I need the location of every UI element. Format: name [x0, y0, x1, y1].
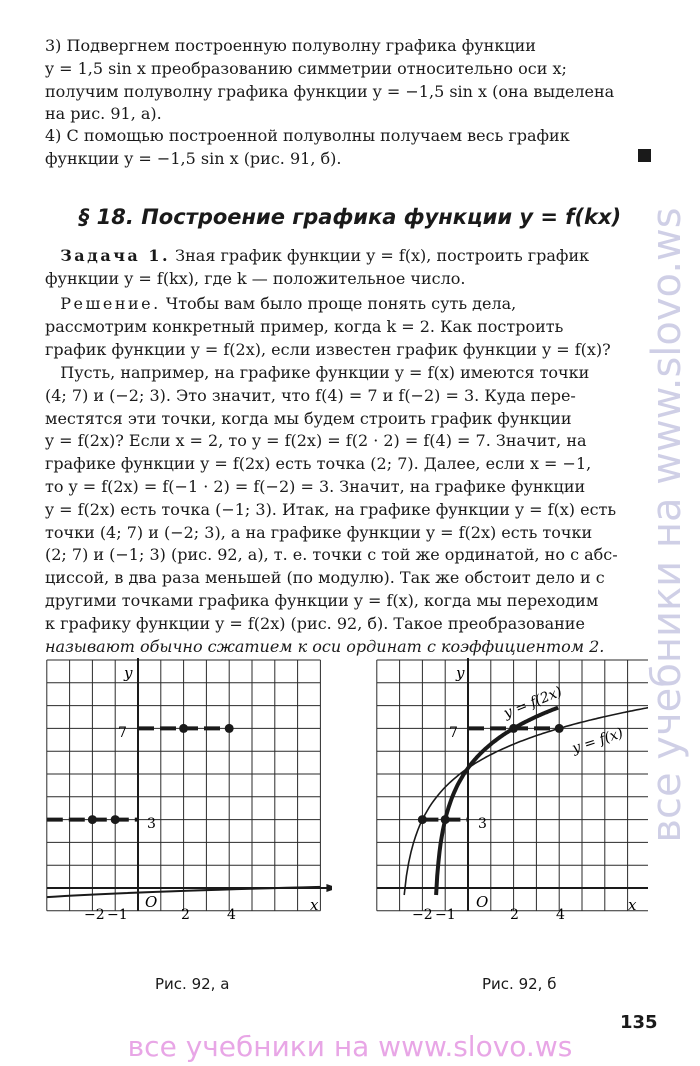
y-tick-label: 3 [478, 816, 487, 832]
curve-label-f2x: y = f(2x) [501, 683, 565, 722]
data-point [111, 815, 120, 824]
figure-caption-a: Рис. 92, а [155, 975, 230, 993]
y-tick-label: 7 [449, 725, 458, 741]
bottom-watermark: все учебники на www.slovo.ws [127, 1030, 573, 1063]
x-tick-label: 2 [181, 907, 190, 923]
y-axis-label: y [456, 664, 465, 682]
grid-lines [377, 660, 648, 911]
text-line: Чтобы вам было проще понять суть дела, [165, 294, 517, 313]
text-line: рассмотрим конкретный пример, когда k = 2. Как построить [45, 316, 564, 336]
origin-label: O [476, 893, 489, 911]
x-tick-label: −2 [412, 907, 433, 923]
x-axis-label: x [628, 896, 637, 914]
text-line: (4; 7) и (−2; 3). Это значит, что f(4) = 7 и f(−2) = 3. Куда пере- [45, 385, 576, 405]
text-line: точки (4; 7) и (−2; 3), а на графике функции y = f(2x) есть точки [45, 522, 593, 542]
text-line: y = f(2x) есть точка (−1; 3). Итак, на графике функции y = f(x) есть [45, 499, 617, 519]
text-line: график функции y = f(2x), если известен график функции y = f(x)? [45, 339, 611, 359]
figure-92a [42, 658, 332, 958]
text-line: получим полуволну графика функции y = −1,5 sin x (она выделена [45, 81, 615, 101]
text-line: на рис. 91, а). [45, 104, 162, 124]
text-line: то y = f(2x) = f(−1 · 2) = f(−2) = 3. Значит, на графике функции [45, 476, 586, 496]
data-point [179, 724, 188, 733]
paragraph-step4 [45, 125, 655, 171]
x-tick-label: −2 [84, 907, 105, 923]
y-tick-label: 7 [118, 725, 127, 741]
figure-caption-b: Рис. 92, б [482, 975, 557, 993]
x-tick-label: 4 [227, 907, 236, 923]
task-label: Задача 1. [60, 246, 171, 265]
side-watermark [643, 140, 691, 910]
solution-paragraph [45, 293, 655, 361]
text-line: графике функции y = f(2x) есть точка (2; 7). Далее, если x = −1, [45, 454, 592, 474]
text-line: местятся эти точки, когда мы будем строить график функции [45, 408, 572, 428]
text-line: (2; 7) и (−1; 3) (рис. 92, а), т. е. точки с той же ординатой, но с абс- [45, 545, 618, 565]
data-point [418, 815, 427, 824]
data-point [441, 815, 450, 824]
data-point [225, 724, 234, 733]
body-paragraph [45, 362, 655, 658]
text-line: к графику функции y = f(2x) (рис. 92, б). Такое преобразование [45, 613, 585, 633]
data-point [555, 724, 564, 733]
page-number: 135 [620, 1012, 658, 1033]
x-tick-label: −1 [435, 907, 456, 923]
section-heading: § 18. Построение графика функции y = f(kx) [78, 205, 622, 229]
watermark-text: все учебники на www.slovo.ws [644, 207, 690, 843]
text-line: функции y = f(kx), где k — положительное число. [45, 268, 466, 288]
x-axis-label: x [310, 896, 319, 914]
x-axis-arrow [326, 884, 332, 892]
text-line: циссой, в два раза меньшей (по модулю). Так же обстоит дело и с [45, 568, 605, 588]
solution-label: Решение. [60, 294, 161, 313]
data-point [88, 815, 97, 824]
text-line: 3) Подвергнем построенную полуволну графика функции [45, 36, 536, 55]
x-tick-label: 2 [510, 907, 519, 923]
grid-lines [47, 660, 321, 911]
text-line: y = f(2x)? Если x = 2, то y = f(2x) = f(2 · 2) = f(4) = 7. Значит, на [45, 431, 587, 451]
task-paragraph [45, 245, 655, 291]
x-tick-label: −1 [107, 907, 128, 923]
text-line: называют обычно сжатием к оси ординат с коэффициентом 2. [45, 636, 605, 656]
text-line: Пусть, например, на графике функции y = f(x) имеются точки [60, 363, 590, 382]
origin-label: O [145, 893, 158, 911]
text-line: 4) С помощью построенной полуволны получаем весь график [45, 126, 570, 145]
curve-label-f: y = f(x) [570, 725, 626, 757]
y-tick-label: 3 [147, 816, 156, 832]
text-line: Зная график функции y = f(x), построить график [175, 246, 590, 265]
y-axis-label: y [124, 664, 133, 682]
paragraph-step3 [45, 35, 655, 126]
figure-content [47, 658, 332, 911]
figure-content [377, 658, 648, 911]
figure-92b [376, 658, 648, 958]
x-tick-label: 4 [556, 907, 565, 923]
data-point [509, 724, 518, 733]
text-line: другими точками графика функции y = f(x), когда мы переходим [45, 590, 599, 610]
text-line: функции y = −1,5 sin x (рис. 91, б). [45, 148, 342, 168]
text-line: y = 1,5 sin x преобразованию симметрии относительно оси x; [45, 58, 567, 78]
